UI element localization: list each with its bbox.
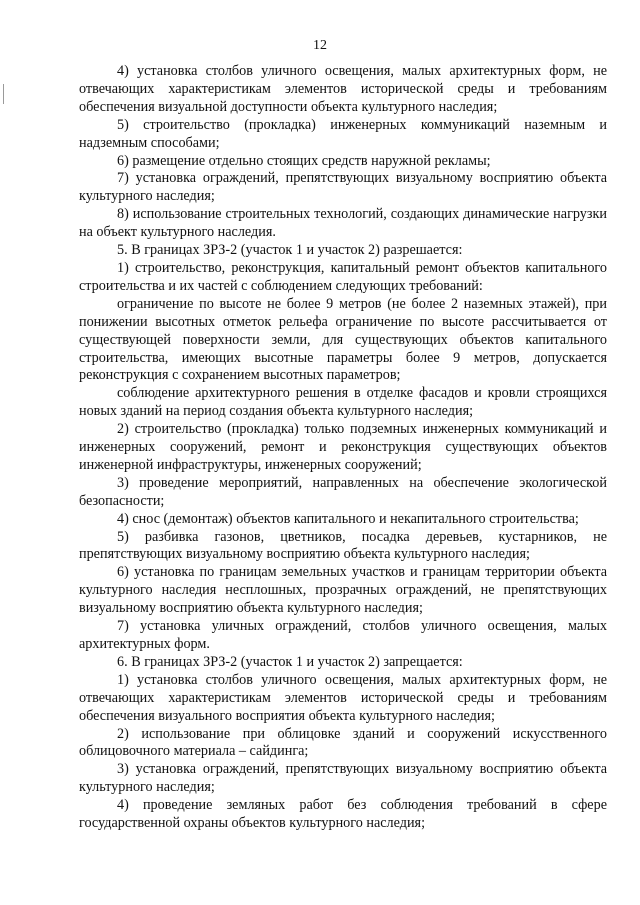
paragraph: 7) установка уличных ограждений, столбов уличного освещения, малых архитектурных форм.: [79, 618, 607, 652]
paragraph: 2) использование при облицовке зданий и сооружений искусственного облицовочного материала – сайдинга;: [79, 725, 607, 760]
paragraph: 8) использование строительных технологий, создающих динамические нагрузки на объект культурного наследия.: [79, 206, 607, 241]
paragraph: 2) строительство (прокладка) только подземных инженерных коммуникаций и инженерных сооружений, ремонт и реконструкция существующих объектов инженерной инфраструктуры, инженерных сооружений;: [79, 421, 607, 473]
document-body: [79, 63, 607, 833]
paragraph: 5) разбивка газонов, цветников, посадка деревьев, кустарников, не препятствующих визуальному восприятию объекта культурного наследия;: [79, 528, 607, 563]
paragraph: 4) проведение земляных работ без соблюдения требований в сфере государственной охраны объектов культурного наследия;: [79, 797, 607, 832]
scan-edge-mark: [3, 84, 4, 104]
paragraph: 7) установка ограждений, препятствующих визуальному восприятию объекта культурного наследия;: [79, 170, 607, 205]
paragraph: 6) установка по границам земельных участков и границам территории объекта культурного наследия несплошных, прозрачных ограждений, не препятствующих визуальному восприятию объекта культурного наследия;: [79, 564, 607, 617]
page-number: 12: [313, 38, 327, 53]
paragraph: 3) проведение мероприятий, направленных на обеспечение экологической безопасности;: [79, 474, 607, 509]
paragraph: соблюдение архитектурного решения в отделке фасадов и кровли строящихся новых зданий на период создания объекта культурного наследия;: [79, 385, 607, 420]
paragraph: 5) строительство (прокладка) инженерных коммуникаций наземным и надземным способами;: [79, 116, 607, 151]
paragraph: 6) размещение отдельно стоящих средств наружной рекламы;: [117, 152, 491, 169]
paragraph: 1) установка столбов уличного освещения, малых архитектурных форм, не отвечающих характеристикам элементов исторической среды и требованиям обеспечения визуального восприятия объекта культурного наследия;: [79, 671, 607, 724]
paragraph: 3) установка ограждений, препятствующих визуальному восприятию объекта культурного наследия;: [79, 761, 607, 796]
paragraph: 4) снос (демонтаж) объектов капитального и некапитального строительства;: [117, 510, 579, 527]
section-heading: 5. В границах ЗРЗ-2 (участок 1 и участок 2) разрешается:: [117, 242, 463, 259]
section-heading: 6. В границах ЗРЗ-2 (участок 1 и участок 2) запрещается:: [117, 653, 463, 670]
paragraph: 1) строительство, реконструкция, капитальный ремонт объектов капитального строительства и их частей с соблюдением следующих требований:: [79, 259, 607, 294]
paragraph: 4) установка столбов уличного освещения, малых архитектурных форм, не отвечающих характеристикам элементов исторической среды и требованиям обеспечения визуальной доступности объекта культурного наследия;: [79, 63, 607, 115]
paragraph: ограничение по высоте не более 9 метров (не более 2 наземных этажей), при понижении высотных отметок рельефа ограничение по высоте рассчитывается от существующей поверхности земли, для существующих объектов капитального строительства, имеющих высотные параметры более 9 метров, допускается реконструкция с сохранением высотных параметров;: [79, 295, 607, 384]
